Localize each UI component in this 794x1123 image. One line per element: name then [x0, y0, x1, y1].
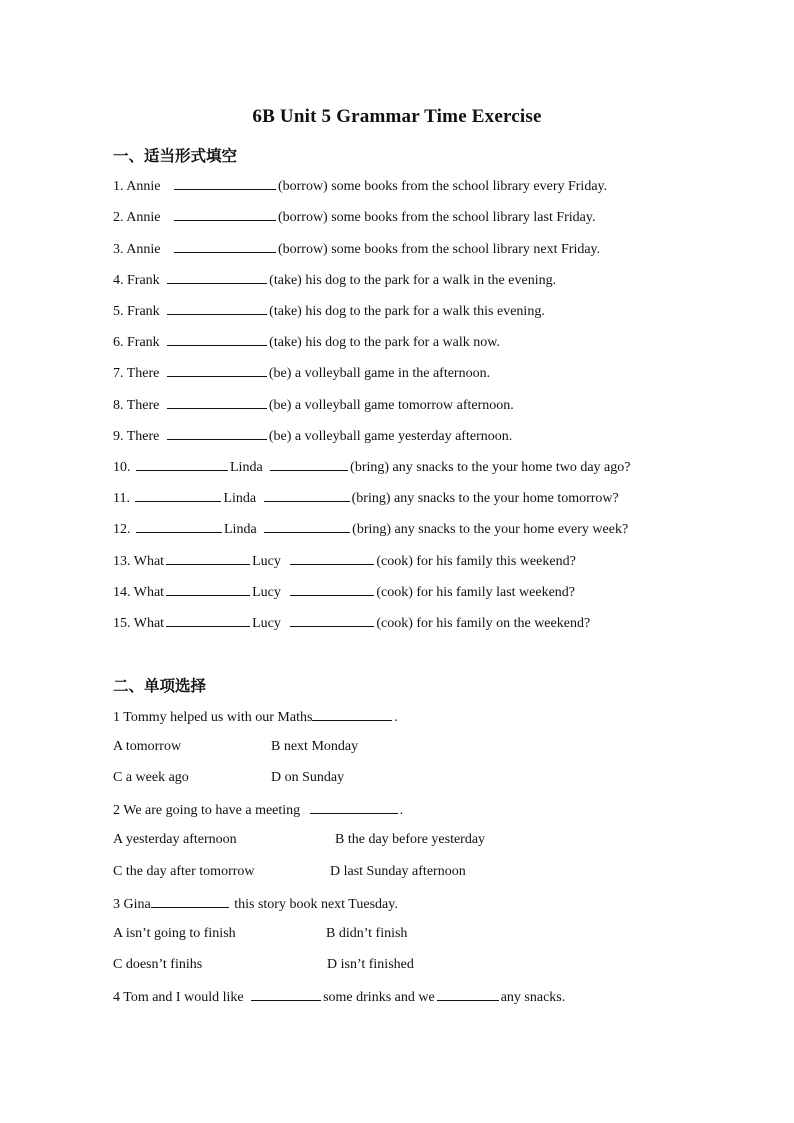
question-13: 13. What Lucy (cook) for his family this weekend? [113, 550, 576, 570]
question-4: 4. Frank (take) his dog to the park for a walk in the evening. [113, 269, 556, 289]
mc-question-3: 3 Gina this story book next Tuesday. [113, 893, 398, 913]
mc-question-2: 2 We are going to have a meeting . [113, 799, 403, 819]
answer-blank[interactable] [310, 799, 398, 814]
option-2c[interactable]: C the day after tomorrow [113, 864, 255, 879]
mc-question-4: 4 Tom and I would like some drinks and we any snacks. [113, 986, 565, 1006]
answer-blank[interactable] [136, 518, 222, 533]
question-9: 9. There (be) a volleyball game yesterday afternoon. [113, 425, 512, 445]
answer-blank[interactable] [174, 175, 276, 190]
question-7: 7. There (be) a volleyball game in the afternoon. [113, 362, 490, 382]
answer-blank[interactable] [312, 706, 392, 721]
answer-blank[interactable] [251, 986, 321, 1001]
question-11: 11. Linda (bring) any snacks to the your home tomorrow? [113, 487, 619, 507]
answer-blank[interactable] [167, 425, 267, 440]
option-1a[interactable]: A tomorrow [113, 739, 182, 754]
answer-blank[interactable] [167, 362, 267, 377]
question-3: 3. Annie (borrow) some books from the school library next Friday. [113, 238, 600, 258]
section-2-heading: 二、单项选择 [113, 677, 207, 695]
option-3c[interactable]: C doesn’t finihs [113, 957, 203, 972]
question-10: 10. Linda (bring) any snacks to the your home two day ago? [113, 456, 630, 476]
page-title: 6B Unit 5 Grammar Time Exercise [252, 106, 542, 127]
answer-blank[interactable] [166, 550, 250, 565]
answer-blank[interactable] [167, 300, 267, 315]
question-5: 5. Frank (take) his dog to the park for a walk this evening. [113, 300, 545, 320]
answer-blank[interactable] [290, 612, 374, 627]
answer-blank[interactable] [270, 456, 348, 471]
option-2b[interactable]: B the day before yesterday [335, 832, 486, 847]
answer-blank[interactable] [167, 394, 267, 409]
option-3b[interactable]: B didn’t finish [326, 926, 408, 941]
answer-blank[interactable] [151, 893, 229, 908]
question-15: 15. What Lucy (cook) for his family on the weekend? [113, 612, 590, 632]
mc-question-1: 1 Tommy helped us with our Maths . [113, 706, 398, 726]
question-12: 12. Linda (bring) any snacks to the your home every week? [113, 518, 628, 538]
option-3d[interactable]: D isn’t finished [327, 957, 414, 972]
question-14: 14. What Lucy (cook) for his family last weekend? [113, 581, 575, 601]
section-1-heading: 一、适当形式填空 [113, 147, 238, 165]
question-8: 8. There (be) a volleyball game tomorrow afternoon. [113, 394, 514, 414]
answer-blank[interactable] [174, 206, 276, 221]
question-2: 2. Annie (borrow) some books from the school library last Friday. [113, 206, 595, 226]
answer-blank[interactable] [264, 487, 350, 502]
option-1b[interactable]: B next Monday [271, 739, 359, 754]
answer-blank[interactable] [167, 331, 267, 346]
answer-blank[interactable] [264, 518, 350, 533]
question-6: 6. Frank (take) his dog to the park for a walk now. [113, 331, 500, 351]
answer-blank[interactable] [174, 238, 276, 253]
answer-blank[interactable] [135, 487, 221, 502]
option-1c[interactable]: C a week ago [113, 770, 189, 785]
answer-blank[interactable] [290, 581, 374, 596]
answer-blank[interactable] [166, 612, 250, 627]
question-1: 1. Annie (borrow) some books from the school library every Friday. [113, 175, 607, 195]
answer-blank[interactable] [136, 456, 228, 471]
option-2d[interactable]: D last Sunday afternoon [330, 864, 466, 879]
option-1d[interactable]: D on Sunday [271, 770, 345, 785]
answer-blank[interactable] [166, 581, 250, 596]
option-2a[interactable]: A yesterday afternoon [113, 832, 237, 847]
answer-blank[interactable] [290, 550, 374, 565]
answer-blank[interactable] [167, 269, 267, 284]
answer-blank[interactable] [437, 986, 499, 1001]
option-3a[interactable]: A isn’t going to finish [113, 926, 236, 941]
